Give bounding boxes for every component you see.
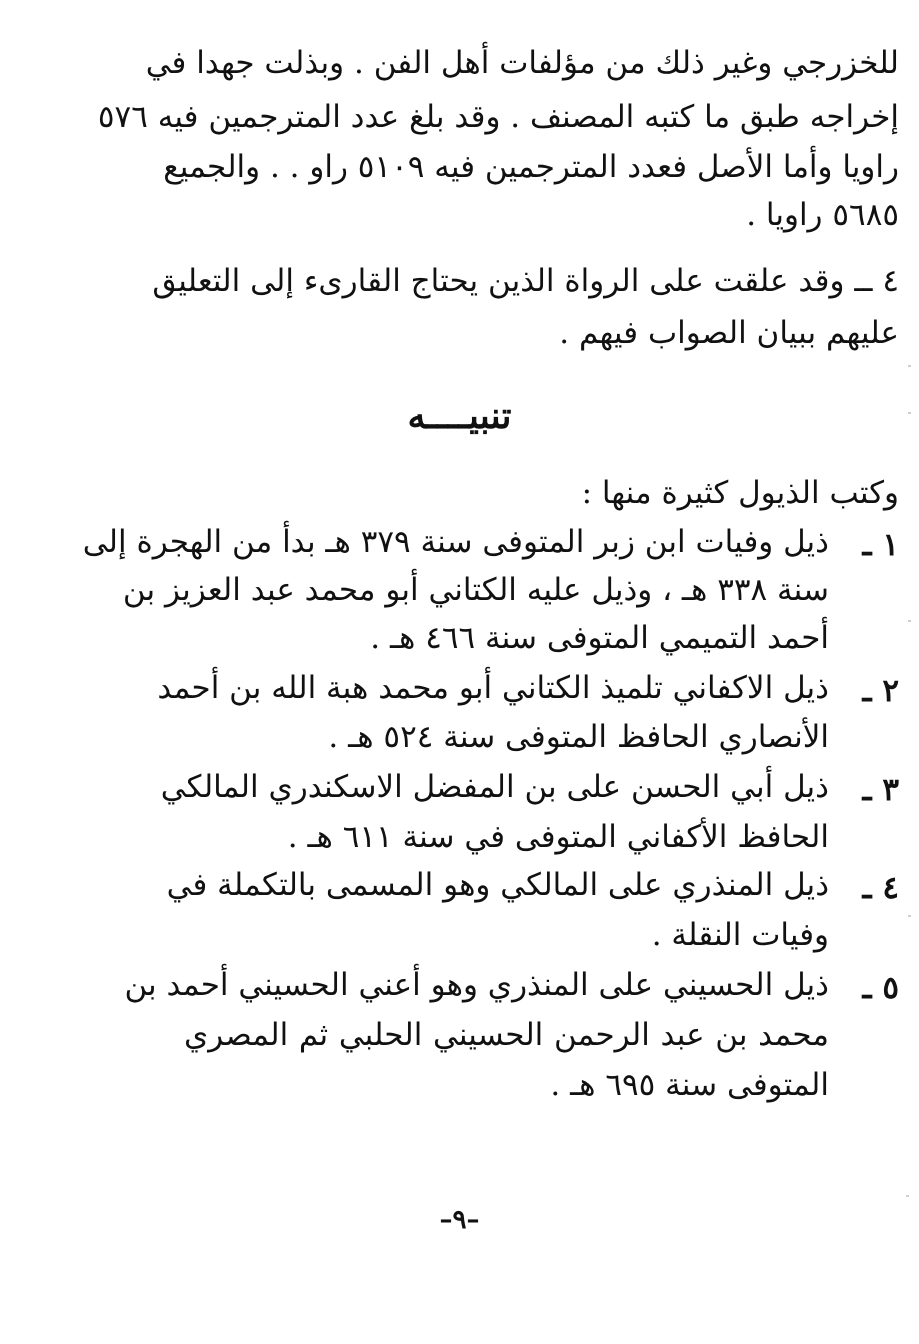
point4-line-1: ٤ ــ وقد علقت على الرواة الذين يحتاج القارىء إلى التعليق [152, 263, 899, 299]
scan-speck [908, 365, 911, 367]
item-2-line-2: الأنصاري الحافظ المتوفى سنة ٥٢٤ هـ . [328, 719, 829, 755]
section-heading-text: تنبيــــه [407, 395, 512, 437]
item-1-line-2: سنة ٣٣٨ هـ ، وذيل عليه الكتاني أبو محمد عبد العزيز بن [122, 572, 829, 608]
intro-line-4: ٥٦٨٥ راويا . [746, 197, 899, 233]
scan-speck [906, 1195, 909, 1197]
intro-line-1: للخزرجي وغير ذلك من مؤلفات أهل الفن . وبذلت جهدا في [145, 45, 899, 81]
item-2-number: ٢ ـ [862, 673, 899, 709]
scan-speck [908, 620, 911, 622]
item-4-line-1: ذيل المنذري على المالكي وهو المسمى بالتكملة في [166, 867, 829, 903]
item-3-line-1: ذيل أبي الحسن على بن المفضل الاسكندري المالكي [160, 769, 829, 805]
item-3-line-2: الحافظ الأكفاني المتوفى في سنة ٦١١ هـ . [287, 819, 829, 855]
item-5-line-2: محمد بن عبد الرحمن الحسيني الحلبي ثم المصري [184, 1017, 829, 1053]
intro-line-2: إخراجه طبق ما كتبه المصنف . وقد بلغ عدد المترجمين فيه ٥٧٦ [97, 99, 899, 135]
scan-speck [908, 915, 911, 917]
item-4-line-2: وفيات النقلة . [651, 917, 829, 953]
item-4-number: ٤ ـ [862, 870, 899, 906]
item-5-line-1: ذيل الحسيني على المنذري وهو أعني الحسيني أحمد بن [124, 967, 829, 1003]
lead-line: وكتب الذيول كثيرة منها : [581, 475, 899, 511]
item-2-line-1: ذيل الاكفاني تلميذ الكتاني أبو محمد هبة الله بن أحمد [157, 670, 829, 706]
item-5-number: ٥ ـ [862, 970, 899, 1006]
item-1-number: ١ ـ [862, 527, 899, 563]
page-number: –٩– [439, 1205, 480, 1235]
item-1-line-3: أحمد التميمي المتوفى سنة ٤٦٦ هـ . [370, 620, 829, 656]
section-heading [0, 395, 919, 437]
scan-speck [908, 412, 911, 414]
point4-line-2: عليهم ببيان الصواب فيهم . [559, 315, 899, 351]
item-5-line-3: المتوفى سنة ٦٩٥ هـ . [550, 1067, 829, 1103]
item-1-line-1: ذيل وفيات ابن زبر المتوفى سنة ٣٧٩ هـ بدأ من الهجرة إلى [82, 524, 829, 560]
intro-line-3: راويا وأما الأصل فعدد المترجمين فيه ٥١٠٩ راو . . والجميع [163, 149, 899, 185]
item-3-number: ٣ ـ [862, 772, 899, 808]
